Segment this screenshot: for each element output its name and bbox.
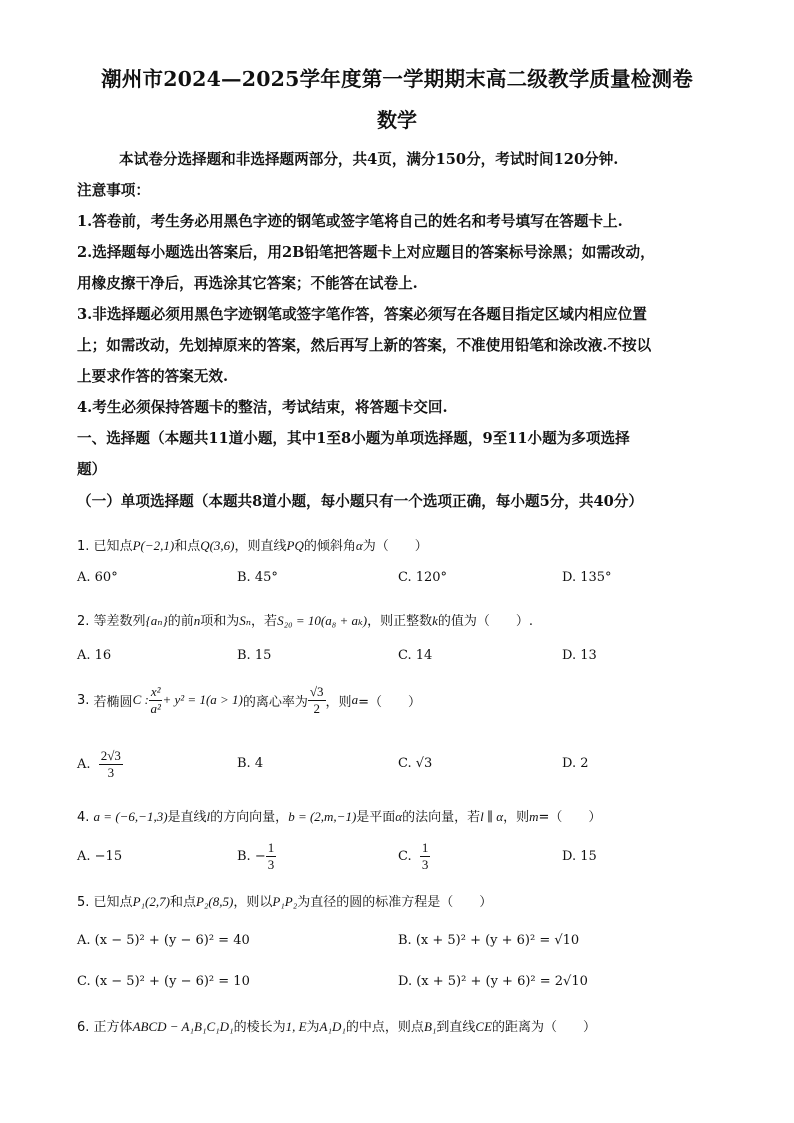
question-2 [77,610,533,629]
question-6 [77,1016,596,1035]
exam-intro: 本试卷分选择题和非选择题两部分，共4页，满分150分，考试时间120分钟. [119,151,619,168]
math-expr: a = (−6,−1,3) [93,809,168,824]
question-text: 的倾斜角 [303,539,356,554]
math-expr: α [355,538,363,553]
question-text: 的离心率为 [242,694,308,710]
question-5 [77,891,492,910]
question-text: ，则 [325,694,352,710]
math-expr: Q(3,6) [200,538,235,553]
option-c: C. (x − 5)² + (y − 6)² = 10 [77,974,250,989]
option-d: D. 135° [562,570,612,585]
question-text: ，若 [251,614,278,629]
option-a: A. $\frac{2√3}{3}$ [77,747,121,780]
question-number: 1. [77,539,90,554]
option-a: A. 60° [77,570,118,585]
option-d: D. 15 [562,849,597,864]
notice-item: 用橡皮擦干净后，再选涂其它答案；不能答在试卷上. [77,275,418,292]
math-expr: l [206,809,211,824]
question-text: 正方体 [93,1020,133,1035]
math-expr: + y² = 1(a > 1) [162,692,243,707]
notice-heading: 注意事项： [77,182,150,199]
notice-item: 上要求作答的答案无效. [77,368,229,385]
option-d: D. 13 [562,648,597,663]
notice-item: 上；如需改动，先划掉原来的答案，然后再写上新的答案，不准使用铅笔和涂改液.不按以 [77,337,652,354]
option-d: D. (x + 5)² + (y + 6)² = 2√10 [398,974,588,989]
option-a: A. (x − 5)² + (y − 6)² = 40 [77,933,250,948]
option-c: C. 120° [398,570,448,585]
exam-title: 潮州市2024—2025学年度第一学期期末高二级教学质量检测卷 [101,67,693,91]
math-expr: CE [475,1019,493,1034]
math-expr: a [351,692,359,707]
question-number: 5. [77,895,90,910]
math-expr: C : [132,692,149,707]
math-expr: A₁D₁ [319,1019,346,1034]
question-text: 已知点 [93,895,133,910]
subsection-heading: （一）单项选择题（本题共8道小题，每小题只有一个选项正确，每小题5分，共40分） [77,493,643,510]
question-number: 4. [77,810,90,825]
option-b: B. (x + 5)² + (y + 6)² = √10 [398,933,580,948]
math-expr: n [193,613,201,628]
question-number: 6. [77,1020,90,1035]
math-expr: ABCD − A₁B₁C₁D₁ [132,1019,234,1034]
question-text: 为 [306,1020,320,1035]
question-text: 等差数列 [93,614,146,629]
question-3 [77,680,421,720]
fraction: $\frac{1}{3}$ [421,839,429,872]
option-b: B. − $\frac{1}{3}$ [237,839,275,872]
math-expr: Sₙ [239,613,252,628]
option-b: B. 4 [237,756,264,771]
option-c: C. 14 [398,648,433,663]
math-expr: l ∥ α [480,809,504,824]
question-text: 的棱长为 [233,1020,286,1035]
option-b: B. 45° [237,570,278,585]
notice-item: 3.非选择题必须用黑色字迹钢笔或签字笔作答，答案必须写在各题目指定区域内相应位置 [77,306,647,323]
question-text: 的值为（ ）. [437,614,534,629]
fraction: $\frac{\text{x²}}{\text{a²}}$ [150,683,161,716]
option-c: C. $\frac{1}{3}$ [398,839,429,872]
question-text: 为（ ） [362,539,428,554]
math-expr: P₁(2,7) [132,894,170,909]
math-expr: S₂₀ = 10(a₈ + aₖ) [277,613,368,628]
math-expr: 1, E [285,1019,307,1034]
section-heading: 一、选择题（本题共11道小题，其中1至8小题为单项选择题，9至11小题为多项选择 [77,430,630,447]
math-expr: α [395,809,403,824]
question-text: =（ ） [358,694,421,710]
option-a: A. −15 [77,849,123,864]
math-expr: P(−2,1) [132,538,175,553]
fraction: $\frac{1}{3}$ [267,839,275,872]
question-4 [77,806,601,825]
fraction: $\frac{2√3}{3}$ [100,747,121,780]
option-b: B. 15 [237,648,272,663]
question-text: 是直线 [167,810,207,825]
question-text: 项和为 [200,614,240,629]
question-text: 已知点 [93,539,133,554]
question-1 [77,535,428,554]
question-number: 2. [77,614,90,629]
notice-item: 1.答卷前，考生务必用黑色字迹的钢笔或签字笔将自己的姓名和考号填写在答题卡上. [77,213,623,230]
question-text: =（ ） [538,810,602,825]
question-text: ，则直线 [234,539,287,554]
math-expr: m [529,809,539,824]
question-text: 的方向向量， [210,810,289,825]
question-text: 若椭圆 [93,694,133,710]
question-text: ，则 [503,810,530,825]
option-c: C. √3 [398,756,433,771]
math-expr: b = (2,m,−1) [288,809,357,824]
question-text: ，则以 [233,895,273,910]
question-text: 到直线 [436,1020,476,1035]
math-expr: P₂(8,5) [195,894,234,909]
question-text: 和点 [169,895,196,910]
option-a: A. 16 [77,648,112,663]
subject-title: 数学 [377,108,417,132]
notice-item: 2.选择题每小题选出答案后，用2B铅笔把答题卡上对应题目的答案标号涂黑；如需改动， [77,244,655,261]
question-number: 3. [77,692,90,708]
question-text: 为直径的圆的标准方程是（ ） [297,895,493,910]
math-expr: PQ [286,538,304,553]
option-d: D. 2 [562,756,589,771]
question-text: 的法向量，若 [402,810,481,825]
math-expr: k [432,613,438,628]
fraction: $\frac{√3}{2}$ [309,683,324,716]
math-expr: B₁ [423,1019,437,1034]
question-text: ，则正整数 [367,614,433,629]
notice-item: 4.考生必须保持答题卡的整洁，考试结束，将答题卡交回. [77,399,448,416]
question-text: 的前 [167,614,194,629]
math-expr: {aₙ} [145,613,168,628]
question-text: 和点 [174,539,201,554]
question-text: 的中点，则点 [345,1020,424,1035]
math-expr: P₁P₂ [272,894,298,909]
question-text: 是平面 [356,810,396,825]
section-heading-cont: 题） [77,461,107,478]
question-text: 的距离为（ ） [492,1020,597,1035]
